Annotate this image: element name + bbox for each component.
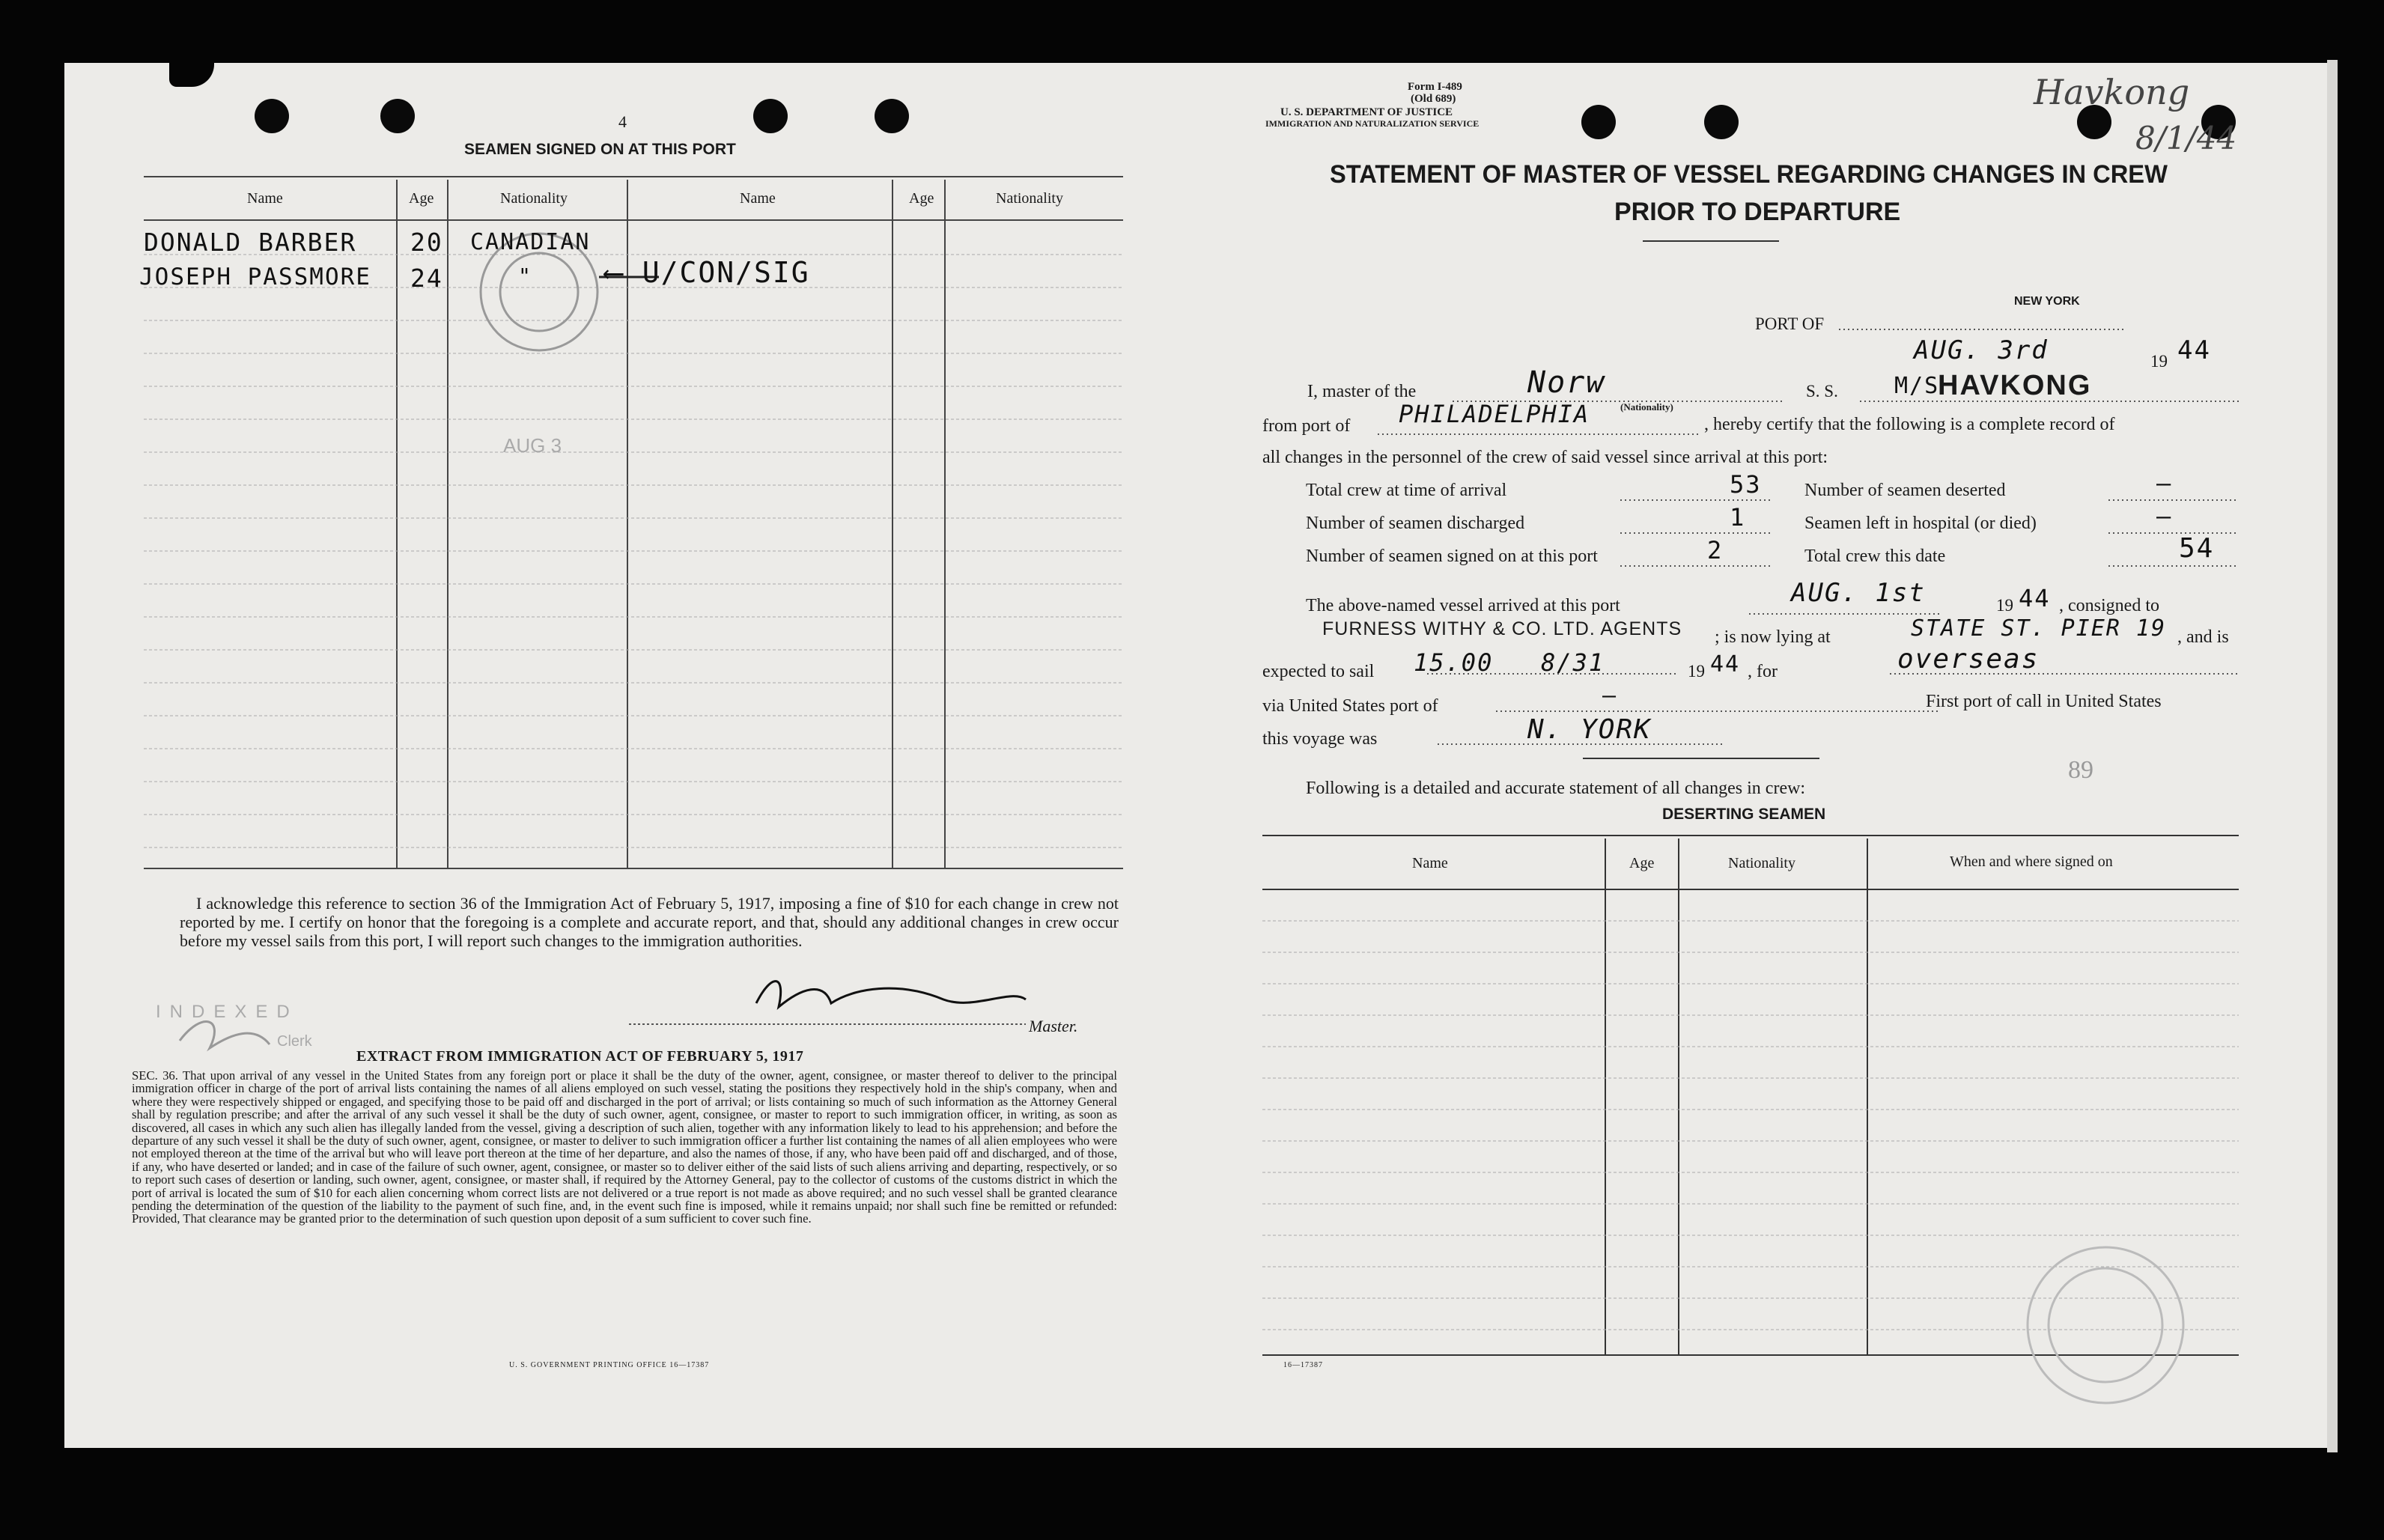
col-header-name-2: Name (740, 190, 776, 207)
from-port-value: PHILADELPHIA (1399, 400, 1590, 428)
via-label: via United States port of (1262, 696, 1438, 716)
stamp-date: AUG 3 (503, 434, 562, 457)
stat-label-arrival: Total crew at time of arrival (1306, 481, 1507, 500)
via-value: — (1602, 683, 1618, 709)
changes-text: all changes in the personnel of the crew of said vessel since arrival at this port: (1262, 448, 1828, 467)
voyage-value: N. YORK (1527, 714, 1652, 745)
stat-label-total: Total crew this date (1804, 547, 1946, 566)
deserting-col-nationality: Nationality (1728, 855, 1795, 871)
arrived-value: AUG. 1st (1791, 578, 1926, 608)
extract-title: EXTRACT FROM IMMIGRATION ACT OF FEBRUARY 5, 1917 (356, 1048, 804, 1065)
col-header-age: Age (409, 190, 434, 207)
row-1-age: 20 (410, 228, 443, 257)
col-header-name: Name (247, 190, 283, 207)
agent-value: FURNESS WITHY & CO. LTD. AGENTS (1322, 618, 1682, 639)
stat-value-signed-on: 2 (1707, 536, 1724, 564)
ss-label: S. S. (1806, 382, 1838, 401)
left-title: SEAMEN SIGNED ON AT THIS PORT (464, 141, 736, 158)
stat-label-hospital: Seamen left in hospital (or died) (1804, 514, 2037, 533)
year-prefix: 19 (2150, 352, 2168, 371)
col-header-age-2: Age (909, 190, 934, 207)
stat-value-arrival: 53 (1730, 470, 1762, 499)
stat-value-total: 54 (2179, 533, 2215, 564)
stat-label-discharged: Number of seamen discharged (1306, 514, 1525, 533)
year-value: 44 (2177, 335, 2211, 365)
deserting-col-name: Name (1412, 855, 1448, 871)
ship-prefix: M/S (1894, 373, 1940, 399)
row-1-name: DONALD BARBER (144, 228, 357, 257)
for-label: , for (1748, 662, 1778, 681)
handwritten-note: ⟵ U/CON/SIG (605, 256, 810, 289)
stat-label-deserted: Number of seamen deserted (1804, 481, 2006, 500)
left-footer: U. S. GOVERNMENT PRINTING OFFICE 16—17387 (509, 1361, 710, 1369)
ship-name: HAVKONG (1938, 370, 2092, 401)
form-number: Form I-489 (1408, 81, 1462, 93)
stat-value-hospital: — (2156, 502, 2173, 530)
arrived-year-prefix: 19 (1996, 596, 2013, 615)
nationality-value: Norw (1527, 365, 1606, 400)
arrived-year: 44 (2019, 584, 2051, 612)
deserting-col-signed-on: When and where signed on (1950, 853, 2113, 870)
expected-label: expected to sail (1262, 662, 1375, 681)
row-1-nationality: CANADIAN (470, 229, 591, 255)
corner-date: 8/1/44 (2135, 120, 2237, 156)
row-2-age: 24 (410, 264, 443, 293)
following-text: Following is a detailed and accurate statement of all changes in crew: (1306, 779, 1806, 798)
right-footer: 16—17387 (1283, 1361, 1323, 1369)
form-old: (Old 689) (1411, 93, 1456, 105)
from-port-label: from port of (1262, 416, 1351, 436)
col-header-nationality: Nationality (500, 190, 568, 207)
extract-text: SEC. 36. That upon arrival of any vessel in the United States from any foreign port or place it shall be the duty of the owner, agent, consignee, or master thereof to deliver to the principal immigration officer in charge of the port of arrival lists containing the names of all aliens employed on such vessel, stating the positions they respectively hold in the ship's company, when and where they were respectively shipped or engaged, and specifying those to be paid off and discharged in the port of arrival; or lists containing so much of such information as the Attorney General shall by regulation prescribe; and after the arrival of any such vessel it shall be the duty of such owner, agent, consignee, or master to report to such immigration officer, in writing, as soon as discovered, all cases in which any such alien has illegally landed from the vessel, giving a description of such alien, together with any information likely to lead to his apprehension; and before the departure of any such vessel it shall be the duty of such owner, agent, consignee, or master to deliver to such immigration officer a further list containing the names of all alien employees who were not employed thereon at the time of the arrival but who will leave port thereon at the time of her departure, and also the names of those, if any, who have been paid off and discharged, and of those, if any, who have deserted or landed; and in case of the failure of such owner, agent, consignee, or master so to deliver either of the said lists of such aliens arriving and departing, respectively, or so to report such cases of desertion or landing, such owner, agent, consignee, or master shall, if required by the Attorney General, pay to the collector of customs of the customs district in which the port of arrival is located the sum of $10 for each alien concerning whom correct lists are not delivered or a true report is not made as above required; and no such vessel shall be granted clearance pending the determination of the question of the liability to the payment of such fine, and, in the event such fine is imposed, while it remains unpaid; nor shall such fine be remitted or refunded: Provided, That clearance may be granted prior to the determination of such question upon deposit of a sum sufficient to cover such fine. (132, 1068, 1117, 1226)
stat-value-discharged: 1 (1730, 503, 1746, 532)
first-port-label: First port of call in United States (1926, 692, 2162, 711)
master-label: Master. (1029, 1017, 1078, 1035)
expected-year-prefix: 19 (1688, 662, 1705, 681)
lying-label: ; is now lying at (1715, 627, 1831, 647)
corner-note: Havkong (2034, 72, 2190, 112)
row-2-nationality: " (518, 264, 532, 288)
deserting-col-age: Age (1629, 855, 1655, 871)
acknowledgement-text: I acknowledge this reference to section 36 of the Immigration Act of February 5, 1917, imposing a fine of $10 for each change in crew not reported by me. I certify on honor that the foregoing is a complete and accurate report, and that, should any additional changes in crew occur before my vessel sails from this port, I will report such changes to the immigration authorities. (180, 894, 1119, 950)
consigned-label: , consigned to (2059, 596, 2159, 615)
voyage-label: this voyage was (1262, 729, 1378, 749)
arrived-label: The above-named vessel arrived at this port (1306, 596, 1620, 615)
service: IMMIGRATION AND NATURALIZATION SERVICE (1265, 118, 1480, 129)
date-value: AUG. 3rd (1914, 335, 2049, 365)
port-label: PORT OF (1755, 314, 1825, 333)
form-title-line1: STATEMENT OF MASTER OF VESSEL REGARDING CHANGES IN CREW (1330, 160, 2168, 189)
lying-value: STATE ST. PIER 19 (1911, 615, 2167, 642)
page-number: 4 (618, 112, 627, 131)
indexed-stamp: INDEXED (156, 1002, 299, 1022)
master-of-label: I, master of the (1307, 382, 1417, 401)
expected-year: 44 (1710, 651, 1741, 678)
and-is-label: , and is (2177, 627, 2229, 647)
clerk-label: Clerk (277, 1033, 312, 1050)
deserting-title: DESERTING SEAMEN (1662, 806, 1826, 823)
stamp-number: 89 (2068, 756, 2093, 784)
col-header-nationality-2: Nationality (996, 190, 1063, 207)
port-value: NEW YORK (2014, 295, 2080, 308)
stat-label-signed-on: Number of seamen signed on at this port (1306, 547, 1598, 566)
certify-text: , hereby certify that the following is a complete record of (1704, 415, 2115, 434)
row-2-name: JOSEPH PASSMORE (139, 264, 371, 290)
department: U. S. DEPARTMENT OF JUSTICE (1280, 106, 1453, 118)
stat-value-deserted: — (2156, 469, 2173, 497)
for-value: overseas (1897, 644, 2040, 675)
nationality-caption: (Nationality) (1620, 401, 1673, 413)
form-title-line2: PRIOR TO DEPARTURE (1614, 198, 1901, 226)
expected-value: 15.00 8/31 (1414, 648, 1605, 677)
